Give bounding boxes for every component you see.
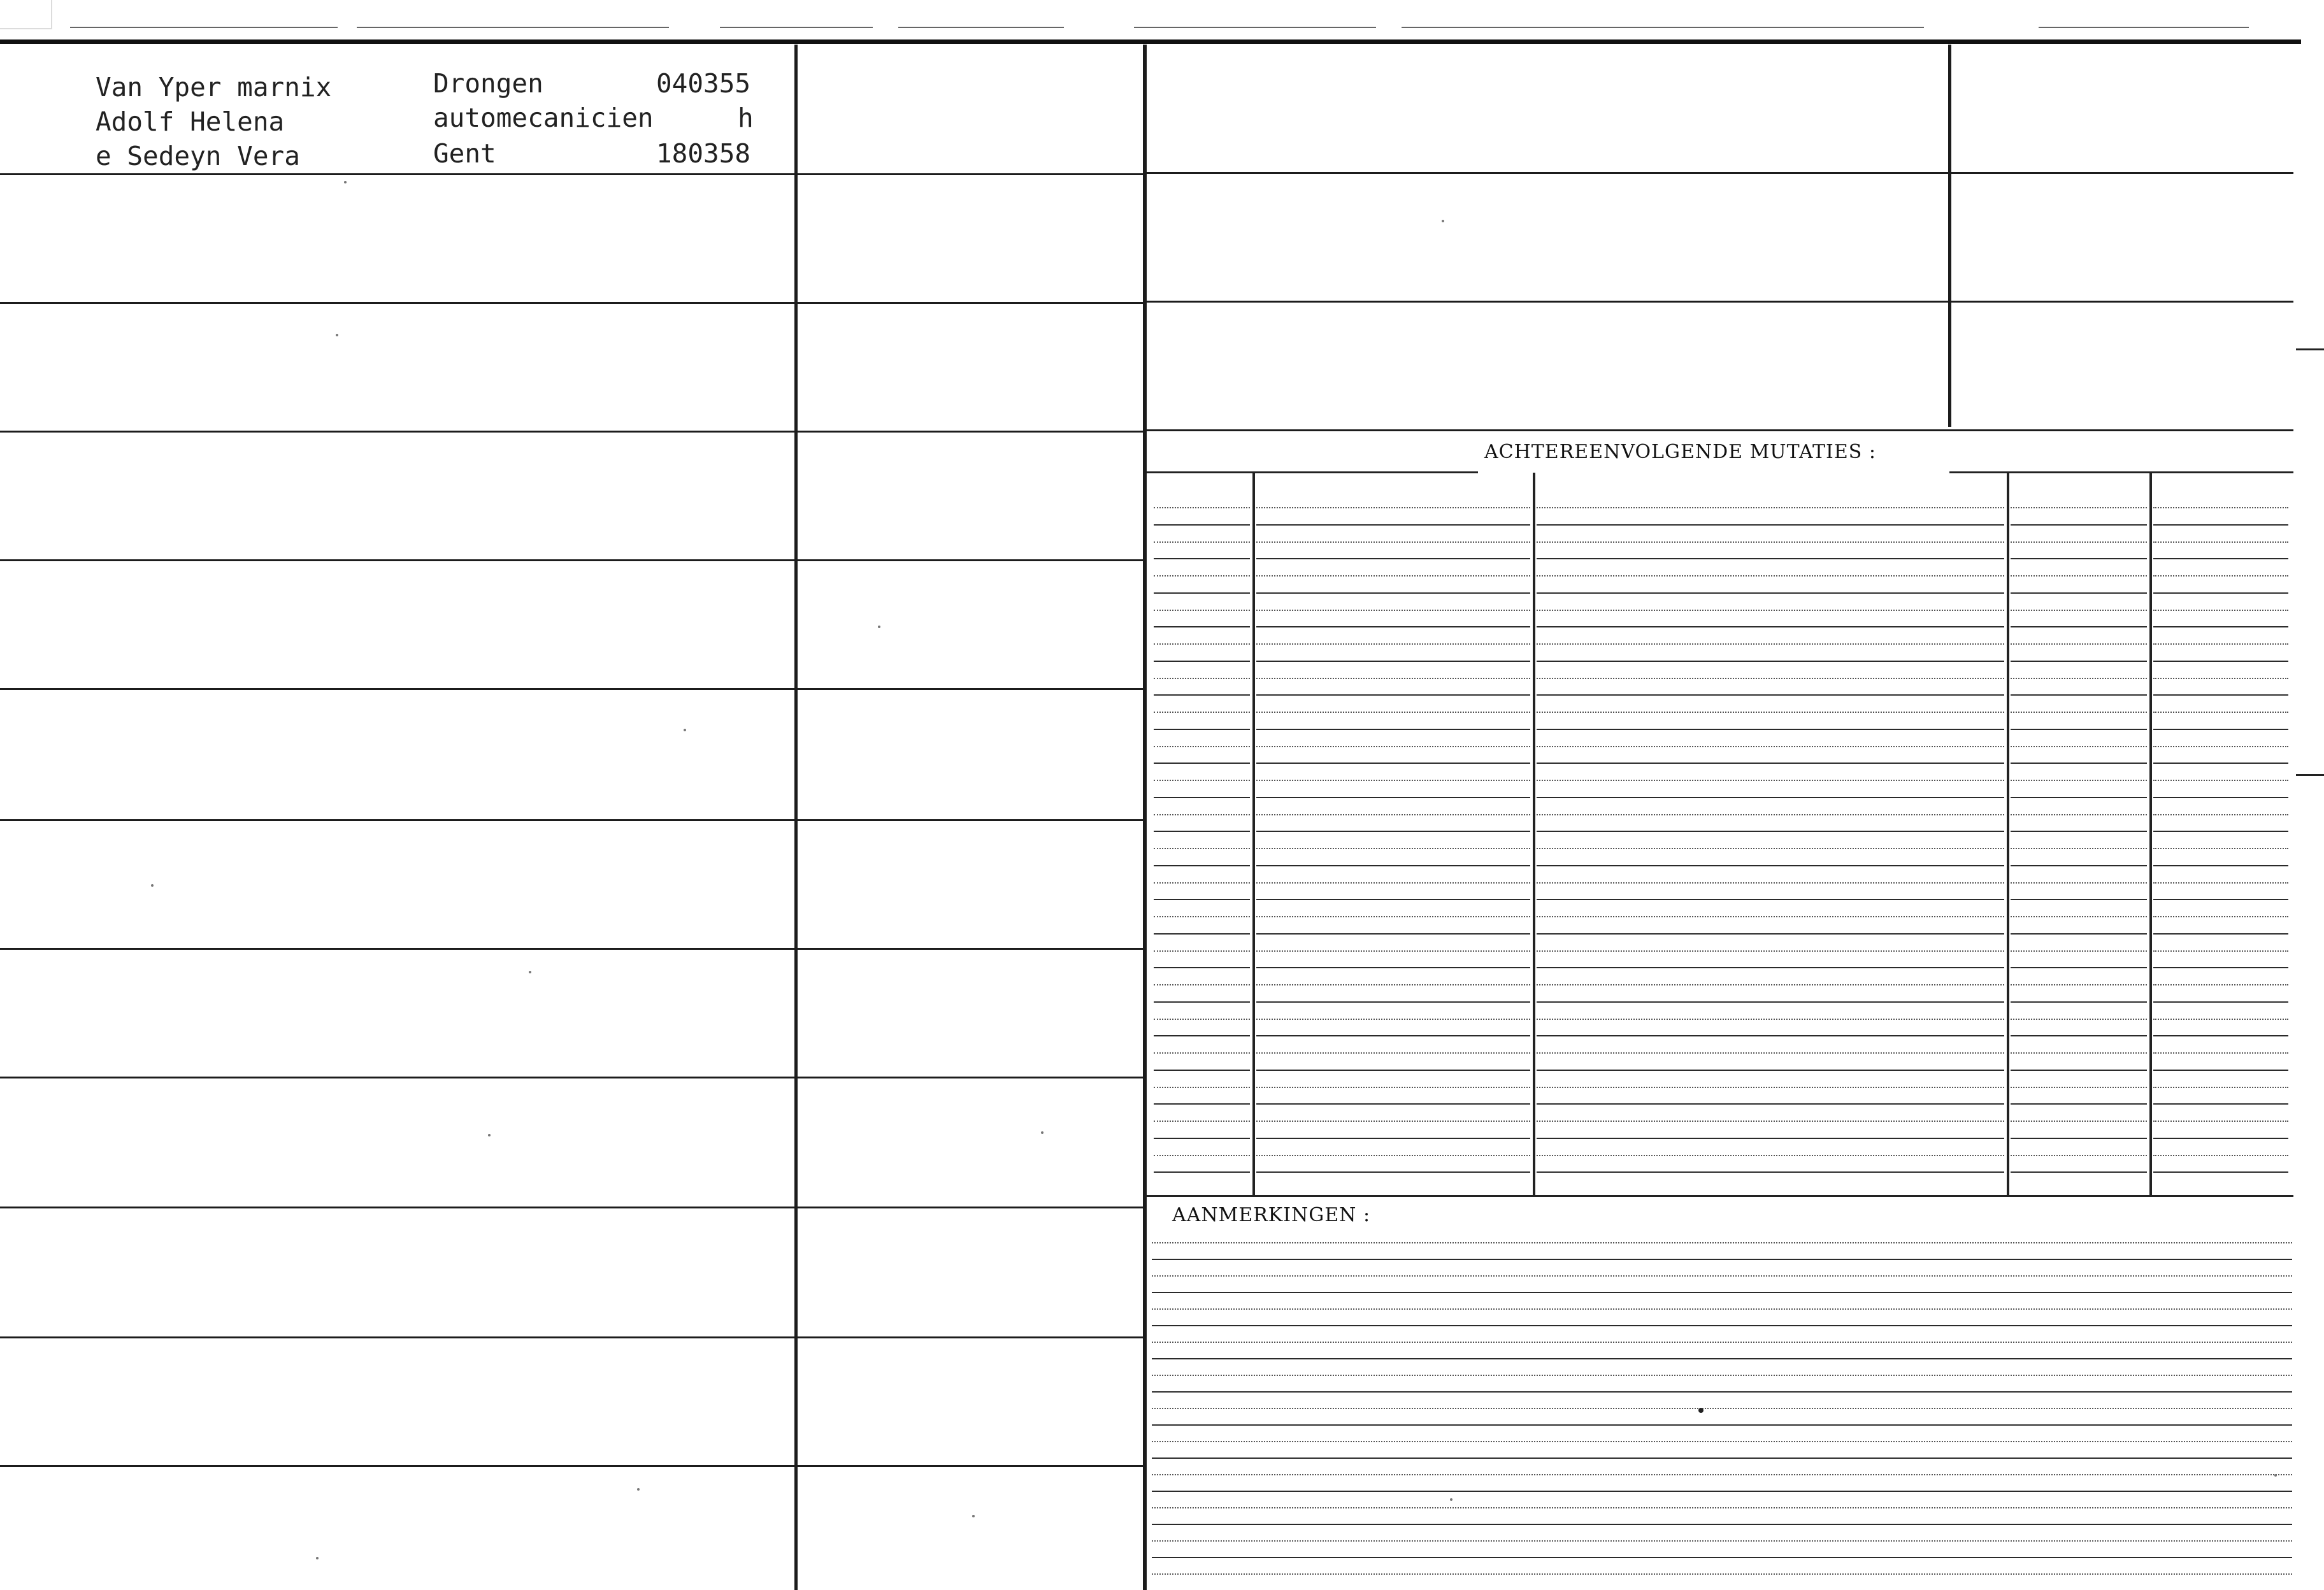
remarks-line — [1152, 1441, 2292, 1442]
mutations-row-line — [1154, 865, 1250, 866]
scan-speck — [972, 1515, 975, 1517]
top-dash — [1134, 27, 1376, 28]
remarks-line — [1152, 1275, 2292, 1277]
mutations-row-line — [1537, 1035, 2004, 1036]
mutations-row-line — [2011, 763, 2147, 764]
mutations-row-line — [2153, 746, 2288, 747]
scan-speck — [1041, 1131, 1044, 1134]
scan-speck — [529, 971, 531, 973]
remarks-line — [1152, 1358, 2292, 1359]
mutations-row-line — [2153, 592, 2288, 594]
mutations-row-line — [1154, 899, 1250, 900]
mutations-row-line — [1154, 984, 1250, 985]
mutations-row-line — [1256, 831, 1530, 832]
mutations-row-line — [1154, 610, 1250, 611]
mutations-row-line — [2153, 1103, 2288, 1105]
remarks-line — [1152, 1391, 2292, 1393]
remarks-top-rule — [1145, 1195, 2293, 1197]
mutations-row-line — [2011, 814, 2147, 815]
mutations-header: ACHTEREENVOLGENDE MUTATIES : — [1484, 441, 1876, 463]
mutations-row-line — [1537, 1019, 2004, 1020]
row-rule — [0, 173, 1144, 175]
scan-speck — [344, 181, 347, 183]
occupation-mark: h — [738, 103, 754, 133]
mutations-row-line — [1154, 694, 1250, 696]
mutations-row-line — [1154, 1103, 1250, 1105]
mutations-row-line — [1256, 916, 1530, 917]
top-corner-smudge — [0, 0, 52, 29]
top-dash — [2039, 27, 2249, 28]
mutations-row-line — [2011, 1155, 2147, 1156]
mutations-row-line — [1537, 1052, 2004, 1054]
mutations-row-line — [2011, 1019, 2147, 1020]
mutations-row-line — [2011, 882, 2147, 884]
date-code-2: 180358 — [656, 138, 751, 169]
right-row-rule — [1145, 172, 2293, 174]
mutations-row-line — [2011, 1070, 2147, 1071]
mutations-row-line — [1537, 848, 2004, 849]
mutations-row-line — [1256, 575, 1530, 577]
remarks-line — [1152, 1507, 2292, 1508]
mutations-row-line — [2011, 865, 2147, 866]
mutations-row-line — [1537, 1001, 2004, 1003]
mutations-row-line — [2011, 592, 2147, 594]
mutations-row-line — [2153, 541, 2288, 543]
mutations-row-line — [1154, 575, 1250, 577]
place-gent: Gent — [433, 138, 496, 169]
mutations-row-line — [2011, 899, 2147, 900]
mutations-row-line — [2011, 831, 2147, 832]
mutations-column-divider — [2149, 473, 2152, 1195]
mutations-row-line — [2011, 848, 2147, 849]
mutations-row-line — [1154, 950, 1250, 952]
row-rule — [0, 431, 1144, 433]
mutations-row-line — [1537, 1155, 2004, 1156]
mutations-row-line — [1537, 678, 2004, 679]
mutations-row-line — [2011, 1103, 2147, 1105]
mutations-row-line — [2153, 678, 2288, 679]
scan-speck — [878, 626, 880, 628]
mutations-row-line — [1256, 678, 1530, 679]
remarks-line — [1152, 1557, 2292, 1558]
mutations-row-line — [1154, 916, 1250, 917]
person-name-line-3: e Sedeyn Vera — [96, 141, 300, 171]
mutations-row-line — [1154, 1070, 1250, 1071]
mutations-row-line — [1154, 848, 1250, 849]
mutations-row-line — [2153, 967, 2288, 968]
remarks-line — [1152, 1491, 2292, 1492]
mutations-row-line — [1256, 797, 1530, 798]
mutations-row-line — [2153, 899, 2288, 900]
mutations-row-line — [2011, 916, 2147, 917]
mutations-row-line — [1537, 746, 2004, 747]
mutations-row-line — [1154, 729, 1250, 730]
row-rule — [0, 302, 1144, 304]
scan-speck — [1450, 1498, 1452, 1501]
mutations-row-line — [2153, 1001, 2288, 1003]
mutations-row-line — [2011, 678, 2147, 679]
mutations-row-line — [2153, 763, 2288, 764]
mutations-row-line — [1154, 882, 1250, 884]
scan-speck — [151, 884, 154, 887]
mutations-row-line — [2153, 848, 2288, 849]
remarks-line — [1152, 1325, 2292, 1326]
mutations-row-line — [1256, 1171, 1530, 1173]
mutations-row-line — [2011, 1035, 2147, 1036]
mutations-row-line — [1537, 933, 2004, 935]
mutations-row-line — [1537, 1171, 2004, 1173]
mutations-row-line — [2153, 694, 2288, 696]
occupation: automecanicien — [433, 103, 654, 133]
mutations-row-line — [1154, 643, 1250, 645]
mutations-row-line — [1256, 558, 1530, 559]
mutations-row-line — [2011, 1171, 2147, 1173]
mutations-row-line — [1154, 558, 1250, 559]
top-dash — [357, 27, 669, 28]
mutations-row-line — [2153, 626, 2288, 627]
mutations-row-line — [1256, 507, 1530, 508]
row-rule — [0, 1336, 1144, 1338]
right-edge-tick — [2296, 774, 2324, 776]
row-rule — [0, 1465, 1144, 1467]
mutations-row-line — [1256, 541, 1530, 543]
mutations-row-line — [1154, 1035, 1250, 1036]
mutations-row-line — [1154, 678, 1250, 679]
scan-speck — [1698, 1408, 1704, 1413]
mutations-row-line — [1256, 1087, 1530, 1088]
right-row-rule — [1145, 301, 2293, 303]
mutations-row-line — [2011, 507, 2147, 508]
top-rule — [0, 39, 2301, 44]
mutations-row-line — [1537, 507, 2004, 508]
mutations-row-line — [2153, 865, 2288, 866]
mutations-row-line — [2153, 1070, 2288, 1071]
top-dash — [898, 27, 1064, 28]
mutations-row-line — [1154, 1155, 1250, 1156]
mutations-header-rule — [1949, 471, 2293, 473]
mutations-row-line — [1154, 814, 1250, 815]
scan-speck — [2274, 1474, 2277, 1477]
row-rule — [0, 819, 1144, 821]
mutations-column-divider — [2007, 473, 2009, 1195]
mutations-row-line — [1537, 950, 2004, 952]
place-drongen: Drongen — [433, 68, 543, 99]
mutations-row-line — [1154, 1087, 1250, 1088]
remarks-line — [1152, 1259, 2292, 1260]
remarks-line — [1152, 1242, 2292, 1243]
mutations-row-line — [1256, 712, 1530, 713]
mutations-row-line — [1256, 848, 1530, 849]
remarks-line — [1152, 1292, 2292, 1293]
mutations-row-line — [1537, 814, 2004, 815]
mutations-row-line — [1537, 865, 2004, 866]
mutations-row-line — [1154, 1019, 1250, 1020]
mutations-row-line — [1537, 1138, 2004, 1139]
mutations-row-line — [1154, 592, 1250, 594]
mutations-row-line — [1537, 643, 2004, 645]
mutations-row-line — [2011, 661, 2147, 662]
mutations-row-line — [1154, 831, 1250, 832]
top-dash — [1402, 27, 1924, 28]
mutations-row-line — [1537, 797, 2004, 798]
mutations-row-line — [2153, 916, 2288, 917]
scan-speck — [336, 334, 338, 336]
mutations-row-line — [2153, 507, 2288, 508]
row-rule — [0, 1077, 1144, 1078]
mutations-row-line — [1154, 1052, 1250, 1054]
mutations-row-line — [1537, 610, 2004, 611]
scan-speck — [637, 1488, 640, 1491]
mutations-row-line — [2153, 1155, 2288, 1156]
mutations-row-line — [1537, 1121, 2004, 1122]
top-dash — [70, 27, 338, 28]
row-rule — [0, 948, 1144, 950]
mutations-row-line — [1537, 661, 2004, 662]
scan-speck — [684, 729, 686, 731]
mutations-row-line — [1256, 882, 1530, 884]
remarks-line — [1152, 1342, 2292, 1343]
mutations-row-line — [1154, 541, 1250, 543]
remarks-line — [1152, 1408, 2292, 1409]
mutations-row-line — [1537, 524, 2004, 526]
mutations-row-line — [2011, 712, 2147, 713]
mutations-row-line — [2011, 1138, 2147, 1139]
mutations-row-line — [2153, 950, 2288, 952]
mutations-row-line — [1537, 592, 2004, 594]
mutations-row-line — [2011, 967, 2147, 968]
right-row-rule — [1145, 429, 2293, 431]
mutations-row-line — [2011, 643, 2147, 645]
mutations-row-line — [1256, 1035, 1530, 1036]
mutations-row-line — [2153, 1052, 2288, 1054]
remarks-line — [1152, 1424, 2292, 1426]
mutations-row-line — [2011, 1121, 2147, 1122]
mutations-row-line — [1537, 899, 2004, 900]
mutations-row-line — [1537, 780, 2004, 781]
mutations-row-line — [1256, 592, 1530, 594]
mutations-row-line — [1537, 831, 2004, 832]
remarks-line — [1152, 1573, 2292, 1575]
mutations-row-line — [1256, 780, 1530, 781]
mutations-row-line — [1537, 1070, 2004, 1071]
mutations-row-line — [1256, 746, 1530, 747]
mutations-row-line — [2011, 626, 2147, 627]
mutations-row-line — [1256, 1103, 1530, 1105]
mutations-row-line — [2153, 984, 2288, 985]
mutations-row-line — [1154, 763, 1250, 764]
mutations-row-line — [1154, 1121, 1250, 1122]
mutations-row-line — [2011, 524, 2147, 526]
date-code-1: 040355 — [656, 68, 751, 99]
mutations-column-divider — [1252, 473, 1255, 1195]
mutations-row-line — [1256, 1138, 1530, 1139]
mutations-row-line — [1256, 899, 1530, 900]
remarks-header: AANMERKINGEN : — [1172, 1204, 1371, 1226]
remarks-line — [1152, 1308, 2292, 1310]
mutations-row-line — [1537, 984, 2004, 985]
mutations-row-line — [2011, 610, 2147, 611]
mutations-row-line — [2153, 831, 2288, 832]
mutations-row-line — [1256, 933, 1530, 935]
mutations-row-line — [1537, 558, 2004, 559]
mutations-row-line — [2011, 797, 2147, 798]
mutations-row-line — [1154, 1138, 1250, 1139]
right-edge-tick — [2296, 348, 2324, 350]
center-divider — [1143, 45, 1147, 1590]
mutations-row-line — [2153, 780, 2288, 781]
mutations-row-line — [1154, 712, 1250, 713]
mutations-row-line — [2011, 984, 2147, 985]
mutations-row-line — [2011, 933, 2147, 935]
mutations-row-line — [2153, 1035, 2288, 1036]
left-column-divider — [794, 45, 798, 1590]
row-rule — [0, 688, 1144, 690]
mutations-row-line — [1537, 541, 2004, 543]
mutations-row-line — [2153, 814, 2288, 815]
mutations-row-line — [1537, 729, 2004, 730]
mutations-row-line — [2011, 541, 2147, 543]
mutations-row-line — [2011, 558, 2147, 559]
mutations-row-line — [1154, 507, 1250, 508]
mutations-row-line — [1256, 643, 1530, 645]
mutations-row-line — [2153, 661, 2288, 662]
scan-speck — [1442, 220, 1444, 222]
person-name-line-2: Adolf Helena — [96, 106, 285, 137]
mutations-row-line — [1154, 626, 1250, 627]
mutations-row-line — [1537, 694, 2004, 696]
mutations-row-line — [2153, 1138, 2288, 1139]
remarks-line — [1152, 1540, 2292, 1542]
mutations-row-line — [1256, 1001, 1530, 1003]
mutations-row-line — [2153, 1121, 2288, 1122]
mutations-row-line — [1154, 524, 1250, 526]
mutations-row-line — [1154, 967, 1250, 968]
mutations-row-line — [1256, 524, 1530, 526]
mutations-row-line — [2011, 746, 2147, 747]
mutations-row-line — [1154, 933, 1250, 935]
mutations-row-line — [2153, 712, 2288, 713]
mutations-row-line — [1154, 1001, 1250, 1003]
remarks-line — [1152, 1524, 2292, 1525]
mutations-row-line — [1537, 1103, 2004, 1105]
mutations-row-line — [2011, 950, 2147, 952]
row-rule — [0, 1207, 1144, 1208]
mutations-row-line — [2011, 780, 2147, 781]
mutations-row-line — [1256, 984, 1530, 985]
mutations-row-line — [1154, 661, 1250, 662]
mutations-row-line — [2011, 1087, 2147, 1088]
top-dash — [720, 27, 873, 28]
mutations-row-line — [1154, 797, 1250, 798]
mutations-row-line — [2153, 933, 2288, 935]
mutations-row-line — [2153, 882, 2288, 884]
mutations-row-line — [2011, 694, 2147, 696]
mutations-row-line — [1256, 763, 1530, 764]
mutations-row-line — [1256, 694, 1530, 696]
mutations-row-line — [2153, 797, 2288, 798]
mutations-row-line — [1537, 763, 2004, 764]
mutations-row-line — [1537, 575, 2004, 577]
mutations-row-line — [1537, 916, 2004, 917]
mutations-row-line — [1537, 882, 2004, 884]
mutations-row-line — [1256, 814, 1530, 815]
mutations-row-line — [1154, 746, 1250, 747]
mutations-row-line — [2153, 643, 2288, 645]
mutations-row-line — [1256, 1121, 1530, 1122]
mutations-row-line — [2011, 729, 2147, 730]
mutations-row-line — [1256, 967, 1530, 968]
mutations-row-line — [2011, 575, 2147, 577]
mutations-row-line — [1256, 950, 1530, 952]
remarks-line — [1152, 1474, 2292, 1475]
mutations-row-line — [1154, 1171, 1250, 1173]
mutations-row-line — [2153, 610, 2288, 611]
mutations-row-line — [1256, 626, 1530, 627]
mutations-row-line — [2153, 558, 2288, 559]
mutations-row-line — [1256, 610, 1530, 611]
mutations-row-line — [2011, 1001, 2147, 1003]
mutations-row-line — [2153, 729, 2288, 730]
right-upper-divider — [1948, 45, 1951, 427]
person-name-line-1: Van Yper marnix — [96, 72, 332, 103]
mutations-row-line — [1256, 1070, 1530, 1071]
mutations-row-line — [1537, 626, 2004, 627]
mutations-header-rule — [1147, 471, 1478, 473]
scan-speck — [316, 1557, 319, 1559]
mutations-row-line — [2153, 1171, 2288, 1173]
mutations-row-line — [1256, 1052, 1530, 1054]
row-rule — [0, 559, 1144, 561]
mutations-row-line — [2153, 575, 2288, 577]
remarks-line — [1152, 1375, 2292, 1376]
mutations-row-line — [1256, 1019, 1530, 1020]
mutations-row-line — [1537, 967, 2004, 968]
mutations-row-line — [1256, 661, 1530, 662]
mutations-row-line — [1256, 729, 1530, 730]
scan-speck — [488, 1134, 491, 1136]
mutations-row-line — [1256, 1155, 1530, 1156]
mutations-row-line — [2011, 1052, 2147, 1054]
mutations-row-line — [1537, 1087, 2004, 1088]
mutations-row-line — [2153, 1019, 2288, 1020]
mutations-row-line — [1537, 712, 2004, 713]
mutations-row-line — [1256, 865, 1530, 866]
remarks-line — [1152, 1458, 2292, 1459]
mutations-column-divider — [1533, 473, 1535, 1195]
mutations-row-line — [2153, 1087, 2288, 1088]
mutations-row-line — [2153, 524, 2288, 526]
mutations-row-line — [1154, 780, 1250, 781]
